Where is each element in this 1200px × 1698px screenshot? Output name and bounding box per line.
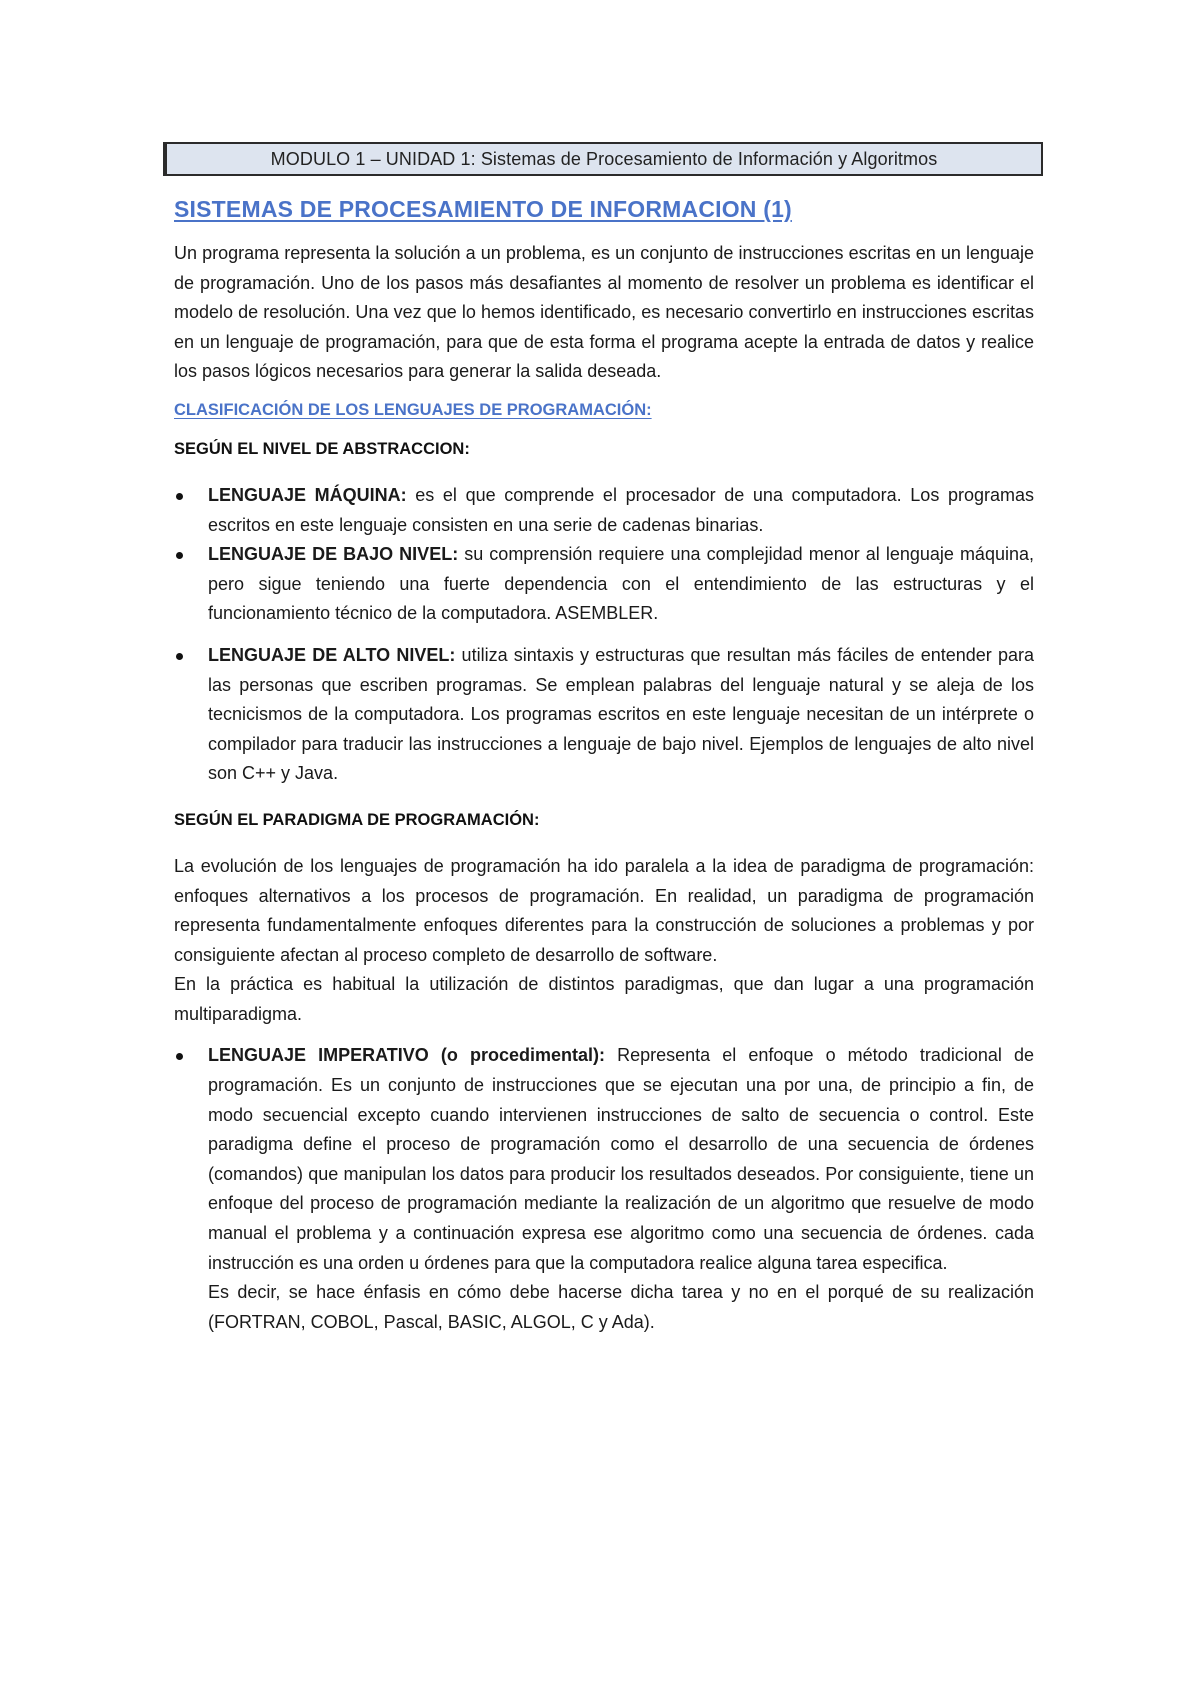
list-item-continuation [174,1278,1034,1337]
paradigm-paragraph-2: En la práctica es habitual la utilización de distintos paradigmas, que dan lugar a una programación multiparadigma. [174,974,1034,1024]
module-header: MODULO 1 – UNIDAD 1: Sistemas de Procesamiento de Información y Algoritmos [163,142,1043,176]
item-extra-text: Es decir, se hace énfasis en cómo debe hacerse dicha tarea y no en el porqué de su realización (FORTRAN, COBOL, Pascal, BASIC, ALGOL, C y Ada). [208,1282,1034,1332]
list-item [174,641,1034,789]
spacer [174,1029,1034,1041]
bullet-icon [176,552,183,559]
paradigm-paragraph-1: La evolución de los lenguajes de programación ha ido paralela a la idea de paradigma de programación: enfoques alternativos a los procesos de programación. En realidad, un paradigma de programación representa fundamentalmente enfoques diferentes para la construcción de soluciones a problemas y por consiguiente afectan al proceso completo de desarrollo de software. [174,855,1034,965]
abstraction-list [174,481,1034,789]
intro-paragraph: Un programa representa la solución a un problema, es un conjunto de instrucciones escritas en un lenguaje de programación. Uno de los pasos más desafiantes al momento de resolver un problema es identificar el modelo de resolución. Una vez que lo hemos identificado, es necesario convertirlo en instrucciones escritas en un lenguaje de programación, para que de esta forma el programa acepte la entrada de datos y realice los pasos lógicos necesarios para generar la salida deseada. [174,243,1034,382]
item-text: su comprensión requiere una complejidad menor al lenguaje máquina, pero sigue teniendo una fuerte dependencia con el entendimiento de las estructuras y el funcionamiento técnico de la computadora. ASEMBLER. [208,544,1034,624]
page-title: SISTEMAS DE PROCESAMIENTO DE INFORMACION (1) [174,196,792,222]
classification-title: CLASIFICACIÓN DE LOS LENGUAJES DE PROGRAMACIÓN: [174,400,652,419]
list-spacer [174,629,1034,641]
list-item [174,1041,1034,1278]
bullet-icon [176,653,183,660]
document-content [174,196,1034,1337]
bullet-icon [176,1053,183,1060]
item-text: utiliza sintaxis y estructuras que resultan más fáciles de entender para las personas que escriben programas. Se emplean palabras del lenguaje natural y se aleja de los tecnicismos de la computadora. Los programas escritos en este lenguaje necesitan de un intérprete o compilador para traducir las instrucciones a lenguaje de bajo nivel. Ejemplos de lenguajes de alto nivel son C++ y Java. [208,644,1034,784]
item-text: es el que comprende el procesador de una computadora. Los programas escritos en este lenguaje consisten en una serie de cadenas binarias. [208,484,1034,535]
paradigm-heading: SEGÚN EL PARADIGMA DE PROGRAMACIÓN: [174,810,540,829]
item-term: LENGUAJE MÁQUINA: [208,484,407,505]
list-item [174,540,1034,629]
bullet-icon [176,493,183,500]
paradigm-list [174,1041,1034,1337]
spacer [174,789,1034,811]
abstraction-heading: SEGÚN EL NIVEL DE ABSTRACCION: [174,439,470,458]
item-term: LENGUAJE DE BAJO NIVEL: [208,544,459,565]
list-item [174,481,1034,540]
item-text: Representa el enfoque o método tradicional de programación. Es un conjunto de instrucciones que se ejecutan una por una, de principio a fin, de modo secuencial excepto cuando intervienen instrucciones de salto de secuencia o control. Este paradigma define el proceso de programación como el desarrollo de una secuencia de órdenes (comandos) que manipulan los datos para producir los resultados deseados. Por consiguiente, tiene un enfoque del proceso de programación mediante la realización de un algoritmo que resuelve de modo manual el problema y a continuación expresa ese algoritmo como una secuencia de órdenes. cada instrucción es una orden u órdenes para que la computadora realice alguna tarea especifica. [208,1045,1034,1273]
item-term: LENGUAJE DE ALTO NIVEL: [208,644,456,665]
item-term: LENGUAJE IMPERATIVO (o procedimental): [208,1045,606,1066]
